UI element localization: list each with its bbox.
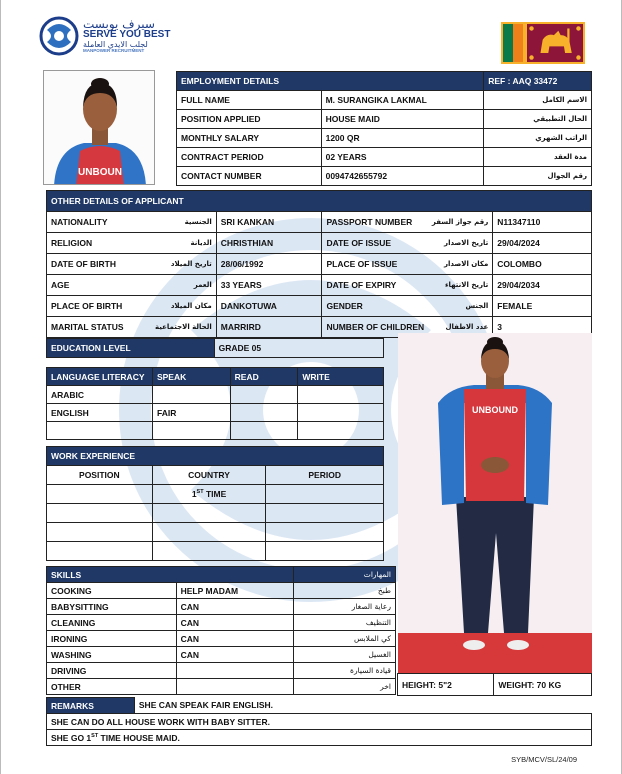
field-label: NATIONALITY bbox=[51, 217, 108, 227]
skill-name: IRONING bbox=[47, 631, 177, 647]
table-row bbox=[47, 631, 396, 647]
table-row bbox=[47, 212, 592, 233]
logo-arabic-name: سيرف يوبست bbox=[83, 16, 155, 31]
table-row bbox=[47, 599, 396, 615]
table-row bbox=[47, 233, 592, 254]
table-row bbox=[47, 404, 384, 422]
employment-title: EMPLOYMENT DETAILS bbox=[177, 72, 484, 91]
column-header: POSITION bbox=[47, 466, 153, 485]
language-name: ENGLISH bbox=[47, 404, 153, 422]
remarks-label: REMARKS bbox=[47, 698, 135, 714]
field-label: PASSPORT NUMBER bbox=[326, 217, 413, 227]
column-header: READ bbox=[230, 368, 298, 386]
shirt-text: UNBOUN bbox=[78, 167, 122, 178]
nationality-value: SRI KANKAN bbox=[216, 212, 322, 233]
place-of-birth-value: DANKOTUWA bbox=[216, 296, 322, 317]
work-experience-title: WORK EXPERIENCE bbox=[47, 447, 384, 466]
field-label-arabic: الاسم الكامل bbox=[484, 91, 592, 110]
place-of-issue-value: COLOMBO bbox=[493, 254, 592, 275]
skill-name-arabic: اخر bbox=[294, 679, 396, 695]
document-code: SYB/MCV/SL/24/09 bbox=[511, 755, 577, 764]
field-label: PLACE OF ISSUE bbox=[326, 259, 398, 269]
read-level bbox=[230, 422, 298, 440]
company-logo bbox=[39, 16, 170, 56]
column-header: SPEAK bbox=[152, 368, 230, 386]
field-label: DATE OF EXPIRY bbox=[326, 280, 397, 290]
skill-name-arabic: كي الملابس bbox=[294, 631, 396, 647]
field-label-arabic: الديانة bbox=[190, 239, 212, 247]
remarks-table bbox=[46, 697, 592, 746]
field-label-arabic: عدد الاطفال bbox=[445, 323, 489, 331]
table-row bbox=[47, 542, 384, 561]
table-row bbox=[177, 91, 592, 110]
sri-lanka-flag bbox=[501, 22, 585, 64]
field-label: POSITION APPLIED bbox=[177, 110, 322, 129]
skills-table bbox=[46, 566, 396, 695]
first-time-note: 1ST TIME bbox=[152, 485, 266, 504]
full-name-value: M. SURANGIKA LAKMAL bbox=[321, 91, 484, 110]
field-label-arabic: تاريخ الانتهاء bbox=[444, 281, 489, 289]
position-applied-value: HOUSE MAID bbox=[321, 110, 484, 129]
skill-value: CAN bbox=[176, 631, 294, 647]
education-table bbox=[46, 338, 384, 358]
table-row bbox=[47, 275, 592, 296]
skill-value: CAN bbox=[176, 615, 294, 631]
education-level-value: GRADE 05 bbox=[214, 339, 383, 358]
field-label: CONTRACT PERIOD bbox=[177, 148, 322, 167]
field-label-arabic: تاريخ الميلاد bbox=[170, 260, 212, 268]
skill-name-arabic: قيادة السيارة bbox=[294, 663, 396, 679]
table-row bbox=[177, 110, 592, 129]
table-row bbox=[47, 386, 384, 404]
field-label-arabic: مكان الميلاد bbox=[170, 302, 212, 310]
field-label-arabic: رقم الجوال bbox=[484, 167, 592, 186]
skill-name: BABYSITTING bbox=[47, 599, 177, 615]
field-label-arabic: مدة العقد bbox=[484, 148, 592, 167]
age-value: 33 YEARS bbox=[216, 275, 322, 296]
gender-value: FEMALE bbox=[493, 296, 592, 317]
work-experience-table bbox=[46, 446, 384, 561]
other-details-title: OTHER DETAILS OF APPLICANT bbox=[47, 191, 592, 212]
globe-logo-icon bbox=[39, 16, 79, 56]
table-row bbox=[47, 615, 396, 631]
remarks-line: SHE CAN SPEAK FAIR ENGLISH. bbox=[134, 698, 591, 714]
height-value: HEIGHT: 5"2 bbox=[398, 674, 494, 696]
date-of-expiry-value: 29/04/2034 bbox=[493, 275, 592, 296]
education-label: EDUCATION LEVEL bbox=[47, 339, 215, 358]
speak-level bbox=[152, 422, 230, 440]
field-label-arabic: الجنس bbox=[465, 302, 489, 310]
column-header: WRITE bbox=[298, 368, 384, 386]
field-label: PLACE OF BIRTH bbox=[51, 301, 123, 311]
table-row bbox=[47, 679, 396, 695]
column-header: COUNTRY bbox=[152, 466, 266, 485]
contract-period-value: 02 YEARS bbox=[321, 148, 484, 167]
applicant-full-body-photo bbox=[398, 333, 592, 673]
table-row bbox=[47, 296, 592, 317]
employment-details-table bbox=[176, 71, 592, 186]
remarks-line: SHE GO 1ST TIME HOUSE MAID. bbox=[47, 730, 592, 746]
skill-value: CAN bbox=[176, 647, 294, 663]
skill-name: DRIVING bbox=[47, 663, 177, 679]
field-label-arabic: الحالة الاجتماعية bbox=[155, 323, 212, 331]
table-row bbox=[47, 663, 396, 679]
field-label: DATE OF ISSUE bbox=[326, 238, 391, 248]
field-label-arabic: الحال التطبيقي bbox=[484, 110, 592, 129]
write-level bbox=[298, 422, 384, 440]
skill-name-arabic: الغسيل bbox=[294, 647, 396, 663]
skill-value bbox=[176, 663, 294, 679]
table-row bbox=[47, 254, 592, 275]
language-name bbox=[47, 422, 153, 440]
skill-name-arabic: رعاية الصغار bbox=[294, 599, 396, 615]
date-of-birth-value: 28/06/1992 bbox=[216, 254, 322, 275]
speak-level: FAIR bbox=[152, 404, 230, 422]
table-row bbox=[47, 647, 396, 663]
table-row bbox=[47, 523, 384, 542]
field-label: MARITAL STATUS bbox=[51, 322, 124, 332]
marital-status-value: MARRIRD bbox=[216, 317, 322, 338]
field-label-arabic: رقم جواز السفر bbox=[431, 218, 489, 226]
field-label: GENDER bbox=[326, 301, 363, 311]
table-row bbox=[47, 485, 384, 504]
skill-value: CAN bbox=[176, 599, 294, 615]
weight-value: WEIGHT: 70 KG bbox=[494, 674, 592, 696]
contact-number-value: 0094742655792 bbox=[321, 167, 484, 186]
speak-level bbox=[152, 386, 230, 404]
skills-title-arabic: المهارات bbox=[294, 567, 396, 583]
language-name: ARABIC bbox=[47, 386, 153, 404]
table-row bbox=[177, 167, 592, 186]
column-header: LANGUAGE LITERACY bbox=[47, 368, 153, 386]
field-label: DATE OF BIRTH bbox=[51, 259, 117, 269]
read-level bbox=[230, 386, 298, 404]
table-row bbox=[47, 504, 384, 523]
field-label-arabic: الراتب الشهري bbox=[484, 129, 592, 148]
field-label: RELIGION bbox=[51, 238, 93, 248]
skill-value bbox=[176, 679, 294, 695]
read-level bbox=[230, 404, 298, 422]
field-label: AGE bbox=[51, 280, 70, 290]
field-label-arabic: الجنسية bbox=[184, 218, 212, 226]
reference-number: REF : AAQ 33472 bbox=[484, 72, 592, 91]
write-level bbox=[298, 404, 384, 422]
skill-name-arabic: التنظيف bbox=[294, 615, 396, 631]
applicant-portrait-photo bbox=[43, 70, 155, 185]
skill-name: OTHER bbox=[47, 679, 177, 695]
logo-tagline: MANPOWER RECRUITMENT bbox=[83, 48, 145, 54]
skill-name: WASHING bbox=[47, 647, 177, 663]
remarks-line: SHE CAN DO ALL HOUSE WORK WITH BABY SITTER. bbox=[47, 714, 592, 730]
religion-value: CHRISTHIAN bbox=[216, 233, 322, 254]
shirt-text: UNBOUND bbox=[472, 405, 518, 415]
logo-arabic-sub: لجلب الايدي العاملة bbox=[83, 39, 148, 49]
table-row bbox=[177, 148, 592, 167]
field-label: FULL NAME bbox=[177, 91, 322, 110]
skills-title: SKILLS bbox=[47, 567, 294, 583]
skill-name: COOKING bbox=[47, 583, 177, 599]
monthly-salary-value: 1200 QR bbox=[321, 129, 484, 148]
height-weight-table bbox=[397, 673, 592, 696]
field-label-arabic: العمر bbox=[193, 281, 212, 289]
table-row bbox=[47, 422, 384, 440]
field-label: MONTHLY SALARY bbox=[177, 129, 322, 148]
field-label: CONTACT NUMBER bbox=[177, 167, 322, 186]
skill-value: HELP MADAM bbox=[176, 583, 294, 599]
logo-english-name: SERVE YOU BEST bbox=[83, 29, 171, 41]
field-label-arabic: مكان الاصدار bbox=[444, 260, 489, 268]
field-label-arabic: تاريخ الاصدار bbox=[444, 239, 489, 247]
passport-number-value: N11347110 bbox=[493, 212, 592, 233]
skill-name: CLEANING bbox=[47, 615, 177, 631]
column-header: PERIOD bbox=[266, 466, 384, 485]
date-of-issue-value: 29/04/2024 bbox=[493, 233, 592, 254]
lion-emblem-icon bbox=[527, 24, 583, 62]
other-details-table bbox=[46, 190, 592, 338]
table-row bbox=[177, 129, 592, 148]
table-row bbox=[47, 583, 396, 599]
skill-name-arabic: طبخ bbox=[294, 583, 396, 599]
number-of-children-value: 3 bbox=[493, 317, 592, 338]
language-literacy-table bbox=[46, 367, 384, 440]
write-level bbox=[298, 386, 384, 404]
field-label: NUMBER OF CHILDREN bbox=[326, 322, 425, 332]
